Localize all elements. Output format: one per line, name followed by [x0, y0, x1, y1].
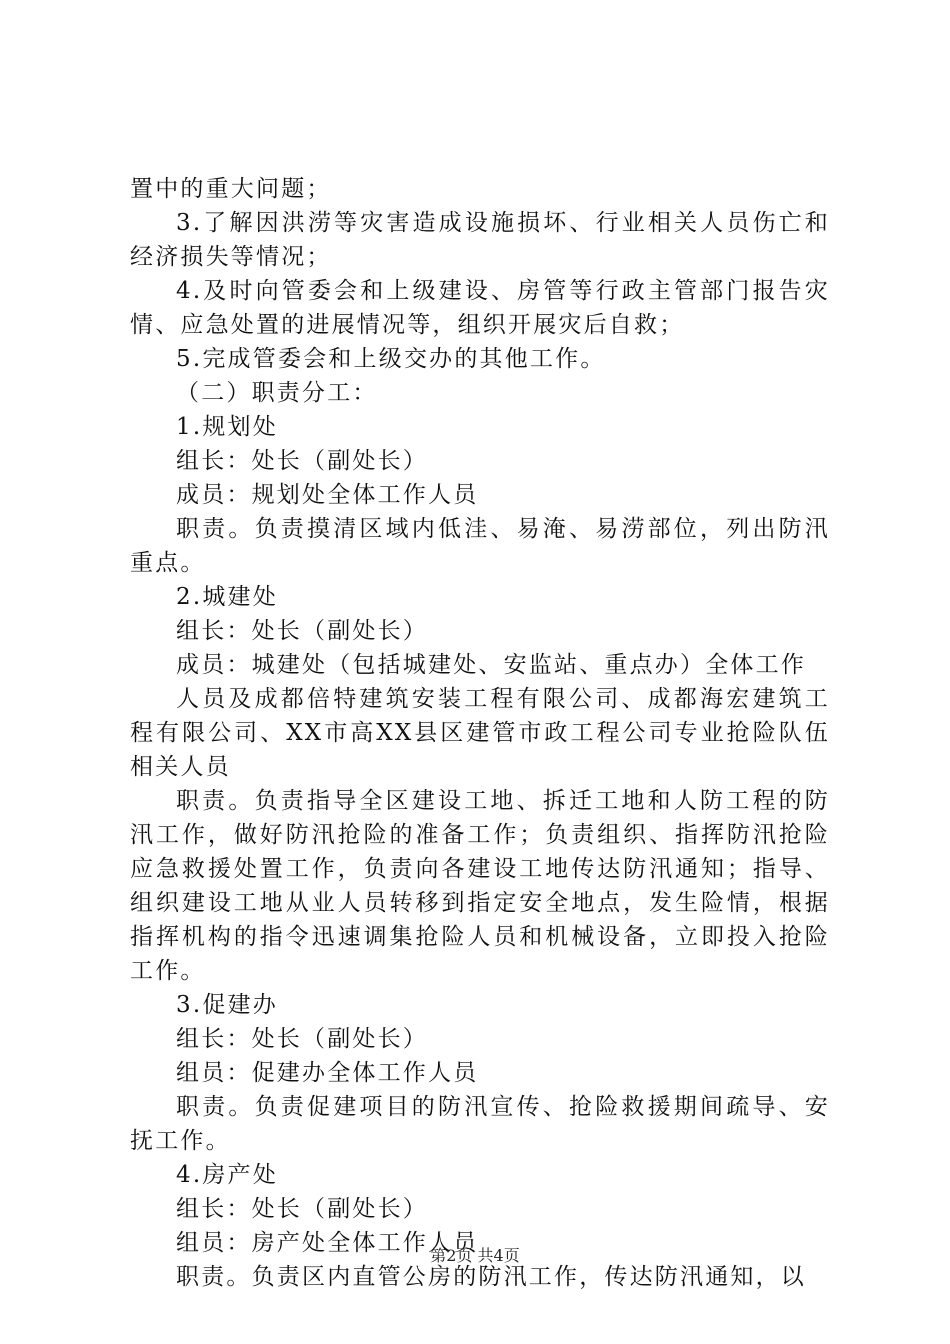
- paragraph: 组员：房产处全体工作人员: [176, 1230, 479, 1256]
- document-body: [130, 172, 830, 1294]
- paragraph: 职责。负责促建项目的防汛宣传、抢险救援期间疏导、安抚工作。: [130, 1094, 830, 1154]
- paragraph: 组员：促建办全体工作人员: [176, 1060, 479, 1086]
- subsection-heading: 4.房产处: [176, 1162, 278, 1188]
- section-heading: （二）职责分工：: [176, 380, 378, 406]
- paragraph: 成员：规划处全体工作人员: [176, 482, 479, 508]
- paragraph: 组长：处长（副处长）: [176, 618, 428, 644]
- paragraph: 组长：处长（副处长）: [176, 448, 428, 474]
- subsection-heading: 2.城建处: [176, 584, 278, 610]
- paragraph: 人员及成都倍特建筑安装工程有限公司、成都海宏建筑工程有限公司、XX市高XX县区建管市政工程公司专业抢险队伍相关人员: [130, 686, 830, 780]
- paragraph: 置中的重大问题；: [130, 176, 332, 202]
- paragraph: 职责。负责摸清区域内低洼、易淹、易涝部位，列出防汛重点。: [130, 516, 830, 576]
- page-number-footer: 第2页 共4页: [430, 1246, 520, 1265]
- subsection-heading: 1.规划处: [176, 414, 278, 440]
- paragraph: 3.了解因洪涝等灾害造成设施损坏、行业相关人员伤亡和经济损失等情况；: [130, 210, 830, 270]
- paragraph: 成员：城建处（包括城建处、安监站、重点办）全体工作: [176, 652, 806, 678]
- subsection-heading: 3.促建办: [176, 992, 278, 1018]
- paragraph: 职责。负责指导全区建设工地、拆迁工地和人防工程的防汛工作，做好防汛抢险的准备工作；负责组织、指挥防汛抢险应急救援处置工作，负责向各建设工地传达防汛通知；指导、组织建设工地从业人员转移到指定安全地点，发生险情，根据指挥机构的指令迅速调集抢险人员和机械设备，立即投入抢险工作。: [130, 788, 830, 984]
- paragraph: 职责。负责区内直管公房的防汛工作，传达防汛通知，以: [176, 1264, 806, 1290]
- paragraph: 组长：处长（副处长）: [176, 1026, 428, 1052]
- paragraph: 组长：处长（副处长）: [176, 1196, 428, 1222]
- paragraph: 5.完成管委会和上级交办的其他工作。: [176, 346, 606, 372]
- paragraph: 4.及时向管委会和上级建设、房管等行政主管部门报告灾情、应急处置的进展情况等，组织开展灾后自救；: [130, 278, 830, 338]
